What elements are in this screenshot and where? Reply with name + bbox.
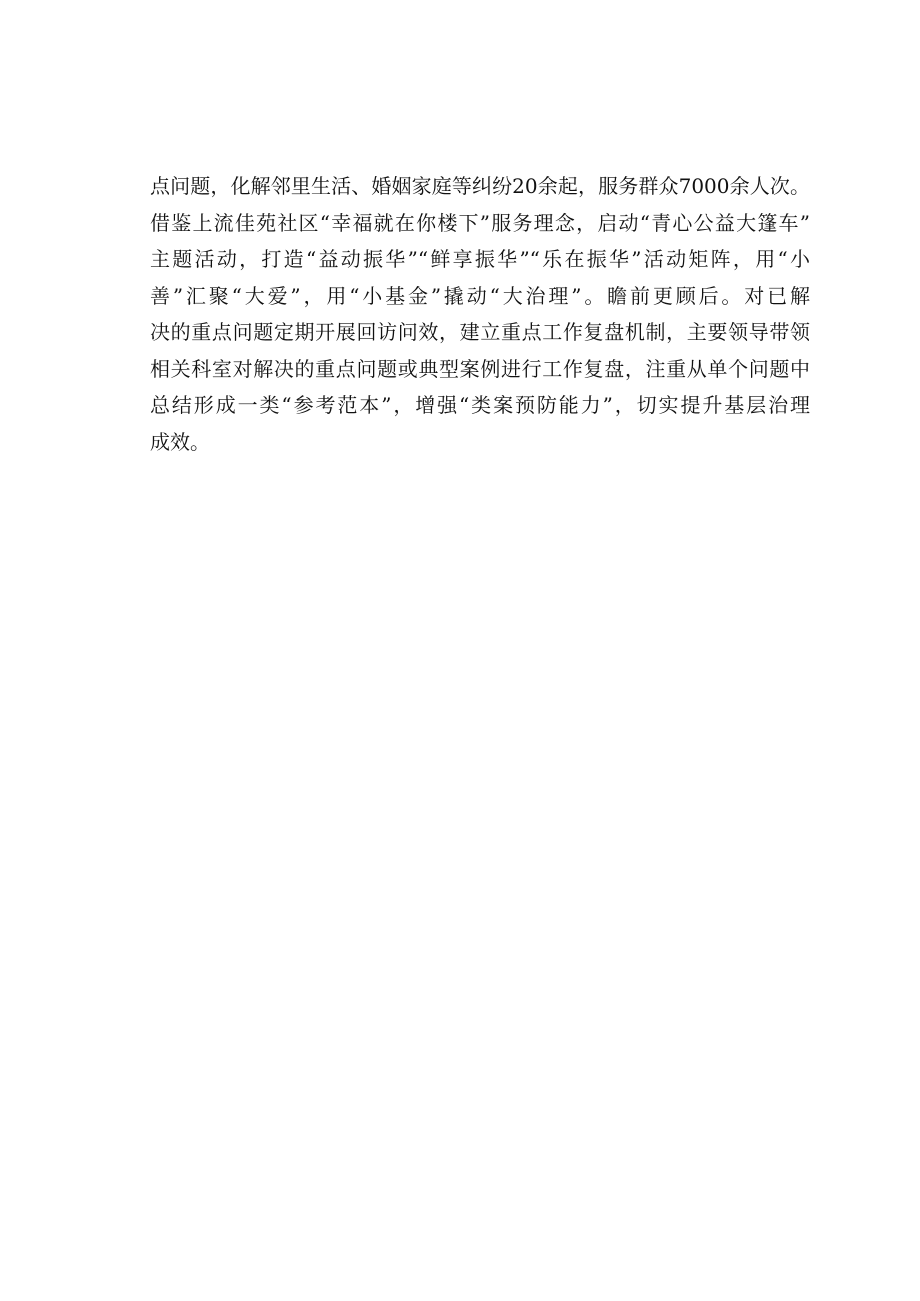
paragraph-line: 善”汇聚“大爱”，用“小基金”撬动“大治理”。瞻前更顾后。对已解: [150, 283, 810, 308]
paragraph-line: 主题活动，打造“益动振华”“鲜享振华”“乐在振华”活动矩阵，用“小: [150, 247, 810, 271]
paragraph-line: 点问题，化解邻里生活、婚姻家庭等纠纷20余起，服务群众7000余人次。: [150, 174, 810, 198]
body-paragraph: [150, 168, 810, 460]
paragraph-line: 总结形成一类“参考范本”，增强“类案预防能力”，切实提升基层治理: [150, 393, 810, 417]
paragraph-line: 相关科室对解决的重点问题或典型案例进行工作复盘，注重从单个问题中: [150, 356, 810, 381]
paragraph-line-last: 成效。: [150, 429, 210, 454]
paragraph-line: 决的重点问题定期开展回访问效，建立重点工作复盘机制，主要领导带领: [150, 320, 810, 344]
paragraph-line: 借鉴上流佳苑社区“幸福就在你楼下”服务理念，启动“青心公益大篷车”: [150, 210, 810, 235]
